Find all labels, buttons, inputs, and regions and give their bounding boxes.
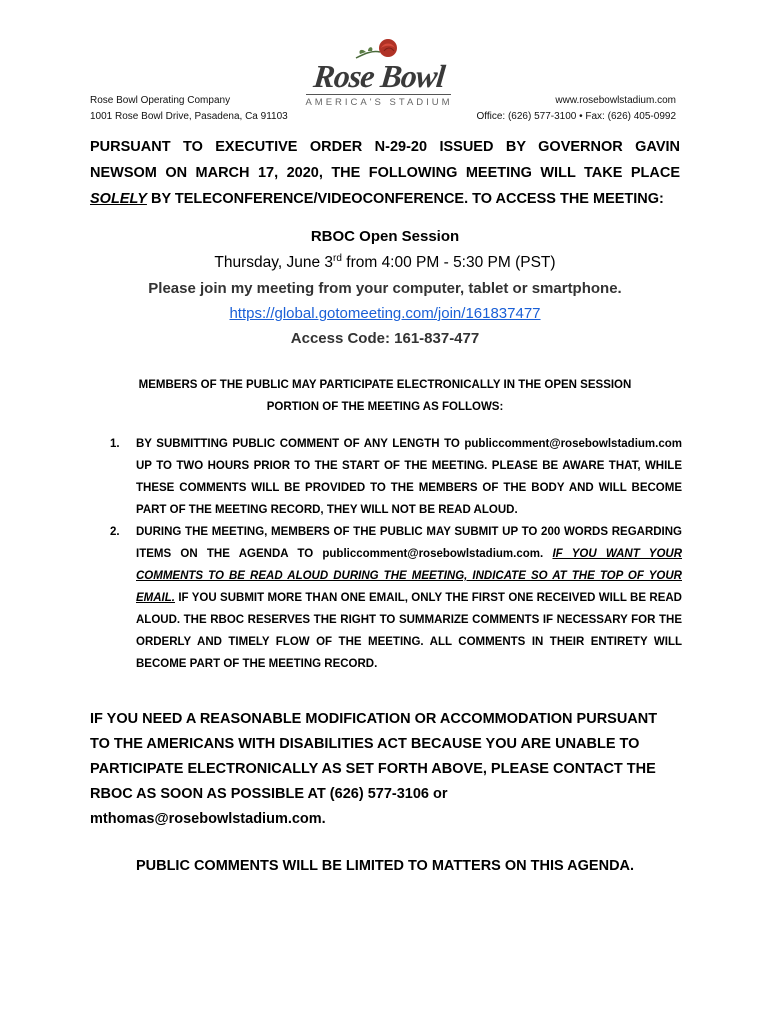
join-instructions: Please join my meeting from your computer, tablet or smartphone. <box>148 280 622 297</box>
participation-heading-line2: PORTION OF THE MEETING AS FOLLOWS: <box>266 401 504 413</box>
header-address <box>90 93 288 125</box>
participation-methods-list <box>110 433 682 675</box>
public-comments-notice: PUBLIC COMMENTS WILL BE LIMITED TO MATTERS ON THIS AGENDA. <box>135 858 635 874</box>
list-item-text: DURING THE MEETING, MEMBERS OF THE PUBLIC MAY SUBMIT UP TO 200 WORDS REGARDING ITEMS ON THE AGENDA TO publiccomment@rosebowlstadium.com. <box>136 526 682 560</box>
phone-fax: Office: (626) 577-3100 • Fax: (626) 405-0992 <box>476 111 676 122</box>
ada-line: IF YOU NEED A REASONABLE MODIFICATION OR ACCOMMODATION PURSUANT <box>90 711 658 727</box>
rose-bowl-logo <box>300 36 460 116</box>
ada-email: mthomas@rosebowlstadium.com. <box>90 811 326 827</box>
executive-order-notice <box>90 134 680 212</box>
logo-tagline: AMERICA'S STADIUM <box>305 97 453 108</box>
ada-line: RBOC AS SOON AS POSSIBLE AT (626) 577-3106 or <box>90 786 448 802</box>
session-title: RBOC Open Session <box>310 228 460 245</box>
list-item-emphasis: IF YOU WANT YOUR COMMENTS TO BE READ ALOUD DURING THE MEETING, INDICATE SO AT THE TOP OF YOUR EMAIL. <box>136 548 683 604</box>
participation-heading-line1: MEMBERS OF THE PUBLIC MAY PARTICIPATE ELECTRONICALLY IN THE OPEN SESSION <box>138 379 632 391</box>
list-number: 2. <box>110 526 120 538</box>
logo-wordmark: Rose Bowl <box>311 58 447 94</box>
notice-text-1: PURSUANT TO EXECUTIVE ORDER N-29-20 ISSUED BY GOVERNOR GAVIN NEWSOM ON MARCH 17, 2020, THE FOLLOWING MEETING WILL TAKE PLACE <box>90 139 680 181</box>
ada-line: TO THE AMERICANS WITH DISABILITIES ACT BECAUSE YOU ARE UNABLE TO <box>90 736 640 752</box>
session-date-time: from 4:00 PM - 5:30 PM (PST) <box>341 254 556 271</box>
ada-accommodation-notice <box>90 707 690 832</box>
company-address: 1001 Rose Bowl Drive, Pasadena, Ca 91103 <box>90 111 288 122</box>
list-item-text: IF YOU SUBMIT MORE THAN ONE EMAIL, ONLY THE FIRST ONE RECEIVED WILL BE READ ALOUD. THE RBOC RESERVES THE RIGHT TO SUMMARIZE COMMENTS IF NECESSARY FOR THE ORDERLY AND TIMELY FLOW OF THE MEETING. ALL COMMENTS IN THEIR ENTIRETY WILL BECOME PART OF THE MEETING RECORD. <box>136 592 682 670</box>
list-number: 1. <box>110 438 120 450</box>
logo-divider <box>306 94 451 95</box>
session-date <box>90 251 680 275</box>
notice-emphasis: SOLELY <box>90 191 147 207</box>
session-date-suffix: rd <box>333 252 342 264</box>
access-code: Access Code: 161-837-477 <box>290 330 480 347</box>
list-item <box>110 521 682 675</box>
notice-text-2: BY TELECONFERENCE/VIDEOCONFERENCE. TO ACCESS THE MEETING: <box>146 191 664 207</box>
website-link[interactable]: www.rosebowlstadium.com <box>555 95 676 106</box>
list-item <box>110 433 682 521</box>
meeting-link[interactable]: https://global.gotomeeting.com/join/161837477 <box>229 305 541 322</box>
ada-line: PARTICIPATE ELECTRONICALLY AS SET FORTH ABOVE, PLEASE CONTACT THE <box>90 761 656 777</box>
header-contact <box>476 93 676 125</box>
participation-heading <box>90 374 680 418</box>
company-name: Rose Bowl Operating Company <box>90 95 231 106</box>
session-date-main: Thursday, June 3 <box>214 254 334 271</box>
list-item-text: BY SUBMITTING PUBLIC COMMENT OF ANY LENGTH TO publiccomment@rosebowlstadium.com UP TO TWO HOURS PRIOR TO THE START OF THE MEETING. PLEASE BE AWARE THAT, WHILE THESE COMMENTS WILL BE PROVIDED TO THE MEMBERS OF THE BODY AND WILL BECOME PART OF THE MEETING RECORD, THEY WILL NOT BE READ ALOUD. <box>136 438 682 516</box>
